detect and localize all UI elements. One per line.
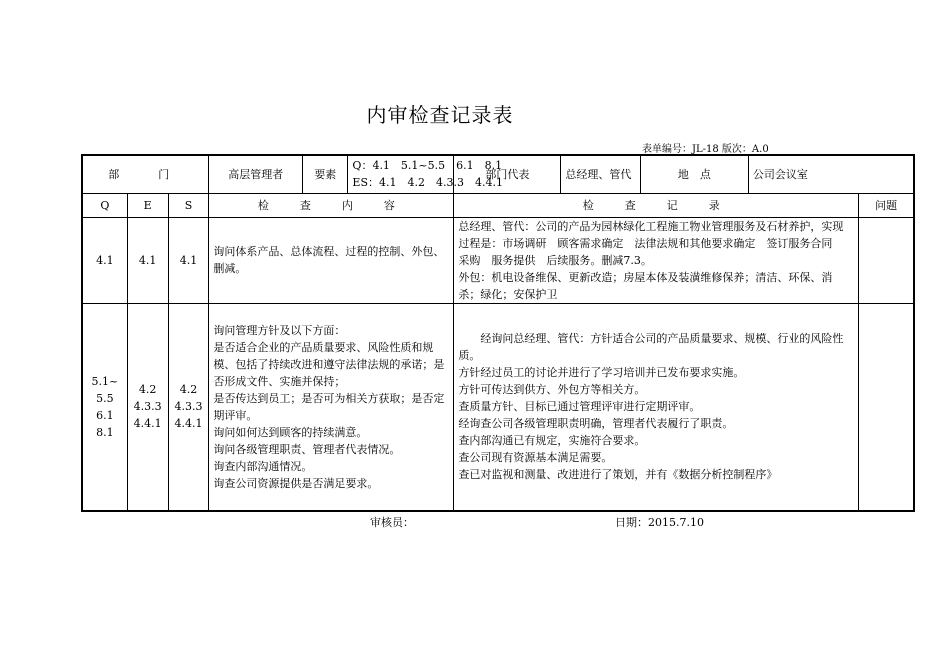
row2-issue (859, 303, 914, 511)
elements-q: Q：4.1 5.1~5.5 6.1 8.1 (352, 159, 503, 173)
form-number: 表单编号：JL-18 版次：A.0 (642, 144, 769, 155)
row1-q: 4.1 (82, 217, 127, 303)
row2-q (82, 303, 127, 511)
dept-value: 高层管理者 (209, 155, 303, 193)
row2-q-line: 8.1 (96, 425, 114, 439)
row1-e: 4.1 (127, 217, 168, 303)
header-row (82, 155, 914, 193)
row2-s-line: 4.4.1 (174, 417, 203, 431)
col-s: S (168, 193, 209, 217)
elements-es: ES：4.1 4.2 4.3.3 4.4.1 (352, 176, 503, 190)
row1-issue (859, 217, 914, 303)
row2-content-line: 询问如何达到顾客的持续满意。 (213, 425, 368, 439)
dept-label: 部 门 (82, 155, 209, 193)
row2-record-line: 方针可传达到供方、外包方等相关方。 (458, 383, 646, 397)
place-label: 地 点 (640, 155, 748, 193)
column-header-row (82, 193, 914, 217)
row1-record-line: 外包：机电设备维保、更新改造；房屋本体及装潢维修保养；清洁、环保、消杀；绿化；安保护卫 (458, 270, 833, 301)
row1-s: 4.1 (168, 217, 209, 303)
audit-date: 日期：2015.7.10 (615, 516, 704, 529)
row1-record (454, 217, 859, 303)
col-q: Q (82, 193, 127, 217)
col-content: 检 查 内 容 (209, 193, 454, 217)
audit-record-table (81, 154, 915, 512)
row2-content-line: 询查内部沟通情况。 (213, 459, 313, 473)
row2-record-line: 查质量方针、目标已通过管理评审进行定期评审。 (458, 400, 701, 414)
page-title: 内审检查记录表 (366, 103, 514, 127)
row2-record-line: 查公司现有资源基本满足需要。 (458, 451, 613, 465)
row2-s-line: 4.3.3 (174, 400, 203, 414)
table-row (82, 217, 914, 303)
row2-s-line: 4.2 (179, 383, 198, 397)
row2-content-line: 是否适合企业的产品质量要求、风险性质和规模、包括了持续改进和遵守法律法规的承诺；是否形成文件、实施并保持； (213, 340, 445, 388)
elements-label: 要素 (303, 155, 348, 193)
row2-s (168, 303, 209, 511)
row2-record-line: 查已对监视和测量、改进进行了策划，并有《数据分析控制程序》 (458, 468, 778, 482)
row2-e (127, 303, 168, 511)
row2-e-line: 4.2 (138, 383, 157, 397)
row2-record-line: 查内部沟通已有规定，实施符合要求。 (458, 434, 646, 448)
row1-record-line: 总经理、管代：公司的产品为园林绿化工程施工物业管理服务及石材养护，实现过程是：市场调研 顾客需求确定 法律法规和其他要求确定 签订服务合同 采购 服务提供 后续服务。删减7.3。 (458, 219, 844, 267)
row2-q-line: 6.1 (96, 408, 114, 422)
row2-q-line: 5.1~ (91, 374, 119, 388)
col-record: 检 查 记 录 (454, 193, 859, 217)
elements-value (348, 155, 503, 193)
auditor-label: 审核员： (370, 516, 414, 529)
rep-value: 总经理、管代 (561, 155, 640, 193)
row2-record-line: 经询查公司各级管理职责明确，管理者代表履行了职责。 (458, 417, 734, 431)
col-issue: 问题 (859, 193, 914, 217)
row2-record-line: 经询问总经理、管代：方针适合公司的产品质量要求、规模、行业的风险性质。 (458, 332, 844, 363)
row2-content-line: 询问各级管理职责、管理者代表情况。 (213, 442, 401, 456)
row2-q-line: 5.5 (96, 391, 114, 405)
rep-label: 部门代表 (454, 155, 561, 193)
row2-e-line: 4.4.1 (133, 417, 162, 431)
row2-content (209, 303, 454, 511)
row2-record-line: 方针经过员工的讨论并进行了学习培训并已发布要求实施。 (458, 366, 745, 380)
table-row (82, 303, 914, 511)
row1-content-line: 询问体系产品、总体流程、过程的控制、外包、删减。 (213, 245, 445, 275)
row2-content-line: 是否传达到员工；是否可为相关方获取；是否定期评审。 (213, 391, 445, 422)
row2-e-line: 4.3.3 (133, 400, 162, 414)
row2-content-line: 询问管理方针及以下方面： (213, 323, 346, 337)
row2-content-line: 询查公司资源提供是否满足要求。 (213, 476, 379, 490)
place-value: 公司会议室 (748, 155, 914, 193)
col-e: E (127, 193, 168, 217)
row2-record (454, 303, 859, 511)
row1-content (209, 217, 454, 303)
